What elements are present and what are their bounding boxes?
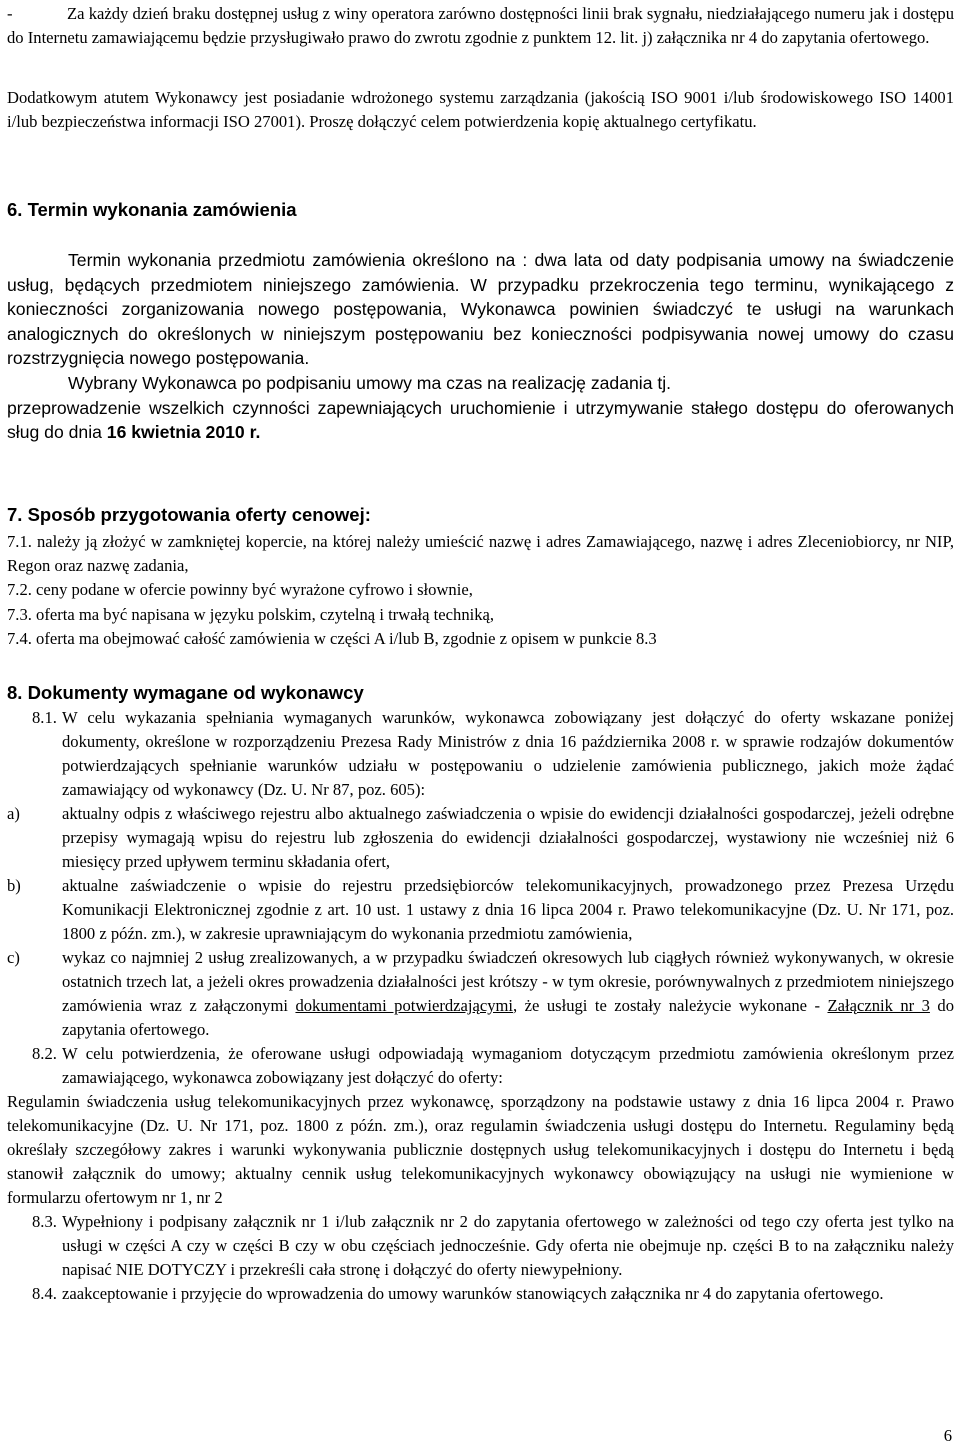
item-b xyxy=(7,874,954,946)
item-c xyxy=(7,946,954,1042)
item-8-1-number: 8.1. xyxy=(32,708,57,727)
item-8-3-number: 8.3. xyxy=(32,1212,57,1231)
item-a xyxy=(7,802,954,874)
item-8-3 xyxy=(7,1210,954,1282)
section-6-heading: 6. Termin wykonania zamówienia xyxy=(7,199,297,220)
item-8-4 xyxy=(7,1282,954,1306)
section-7-item: 7.4. oferta ma obejmować całość zamówienia w części A i/lub B, zgodnie z opisem w punkcie 8.3 xyxy=(7,628,657,648)
section-6-paragraph-2 xyxy=(7,396,954,445)
section-7-item: 7.1. należy ją złożyć w zamkniętej kopercie, na której należy umieścić nazwę i adres Zamawiającego, nazwę i adres Zleceniobiorcy, nr NIP, Regon oraz nazwę zadania, xyxy=(7,532,954,576)
item-8-2-body: Regulamin świadczenia usług telekomunikacyjnych przez wykonawcę, sporządzony na podstawie ustawy z dnia 16 lipca 2004 r. Prawo telekomunikacyjne (Dz. U. Nr 171, poz. 1800 z późn. zm.), oraz regulamin świadczenia usługi dostępu do Internetu. Regulaminy będą określały szczegółowy zakres i warunki wykonywania publicznie dostępnych usług telekomunikacyjnych i dostępu do Internetu i będą stanowił załącznik do umowy; aktualny cennik usług telekomunikacyjnych wykonawcy obowiązujący na usługi nie wymienione w formularzu ofertowym nr 1, nr 2 xyxy=(7,1092,954,1207)
item-a-label: a) xyxy=(7,804,20,823)
item-c-documents-link: dokumentami potwierdzającymi xyxy=(295,996,514,1015)
item-c-label: c) xyxy=(7,948,20,967)
intro-bullet xyxy=(7,2,954,50)
item-a-text: aktualny odpis z właściwego rejestru albo aktualnego zaświadczenia o wpisie do ewidencji działalności gospodarczej, jeżeli odrębne przepisy wymagają wpisu do rejestru lub zgłoszenia do ewidencji działalności gospodarczej, wystawiony nie wcześniej niż 6 miesięcy przed upływem terminu składania ofert, xyxy=(62,804,954,871)
section-6-deadline-text: przeprowadzenie wszelkich czynności zapewniających uruchomienie i utrzymywanie stałego dostępu do oferowanych sług do dnia xyxy=(7,397,954,443)
item-8-3-text: Wypełniony i podpisany załącznik nr 1 i/lub załącznik nr 2 do zapytania ofertowego w zależności od tego czy oferta jest tylko na usługi w części A czy w części B czy w obu częściach jednocześnie. Gdy oferta nie obejmuje np. części B to na załączniku należy napisać NIE DOTYCZY i przekreśli cała stronę i dołączyć do oferty niewypełniony. xyxy=(62,1212,954,1279)
item-8-1-text: W celu wykazania spełniania wymaganych warunków, wykonawca zobowiązany jest dołączyć do oferty wskazane poniżej dokumenty, określone w rozporządzeniu Prezesa Rady Ministrów z dnia 16 października 2008 r. w sprawie rodzajów dokumentów potwierdzających spełnianie warunków udziału w postępowaniu o udzielenie zamówienia publicznego, jakich może żądać zamawiający od wykonawcy (Dz. U. Nr 87, poz. 605): xyxy=(62,708,954,799)
item-c-text-2: , że usługi te zostały należycie wykonane - xyxy=(513,996,828,1015)
section-6-deadline-date: 16 kwietnia 2010 r. xyxy=(106,422,261,443)
section-8-body xyxy=(7,706,954,1306)
section-7-item: 7.2. ceny podane w ofercie powinny być wyrażone cyfrowo i słownie, xyxy=(7,580,473,600)
item-8-2-number: 8.2. xyxy=(32,1044,57,1063)
item-8-2-text: W celu potwierdzenia, że oferowane usługi odpowiadają wymaganiom dotyczącym przedmiotu zamówienia określonym przez zamawiającego, wykonawca zobowiązany jest dołączyć do oferty: xyxy=(62,1044,954,1087)
section-6-paragraph-1: Termin wykonania przedmiotu zamówienia określono na : dwa lata od daty podpisania umowy na świadczenie usług, będących przedmiotem niniejszego zamówienia. W przypadku przekroczenia tego terminu, wynikającego z konieczności zorganizowania nowego postępowania, Wykonawca powinien świadczyć te usługi na warunkach analogicznych do określonych w niniejszym postępowaniu bez konieczności podpisywania nowej umowy do czasu rozstrzygnięcia nowego postępowania. xyxy=(7,250,954,369)
bullet-dash: - xyxy=(7,4,13,23)
section-7-heading: 7. Sposób przygotowania oferty cenowej: xyxy=(7,504,371,525)
section-6-paragraph-2-lead: Wybrany Wykonawca po podpisaniu umowy ma czas na realizację zadania tj. xyxy=(68,372,672,393)
section-8-heading: 8. Dokumenty wymagane od wykonawcy xyxy=(7,682,364,703)
item-8-2 xyxy=(7,1042,954,1090)
item-c-text: wykaz co najmniej 2 usług zrealizowanych, a w przypadku świadczeń okresowych lub ciągłych również wykonywanych, w okresie ostatnich trzech lat, a jeżeli okres prowadzenia działalności jest krótszy - w tym okresie, porównywalnych z przedmiotem niniejszego zamówienia wraz z załączonymi xyxy=(62,948,954,1015)
page-number: 6 xyxy=(943,1426,952,1445)
item-8-4-number: 8.4. xyxy=(32,1284,57,1303)
item-c-attachment-3-link: Załącznik nr 3 xyxy=(827,996,930,1015)
item-b-label: b) xyxy=(7,876,21,895)
item-8-1 xyxy=(7,706,954,802)
bullet-text: Za każdy dzień braku dostępnej usług z winy operatora zarówno dostępności linii brak sygnału, niedziałającego numeru jak i dostępu do Internetu zamawiającemu będzie przysługiwało prawo do zwrotu zgodnie z punktem 12. lit. j) załącznika nr 4 do zapytania ofertowego. xyxy=(7,4,954,48)
section-7-list xyxy=(7,530,954,651)
iso-text: Dodatkowym atutem Wykonawcy jest posiadanie wdrożonego systemu zarządzania (jakością ISO 9001 i/lub środowiskowego ISO 14001 i/lub bezpieczeństwa informacji ISO 27001). Proszę dołączyć celem potwierdzenia kopię aktualnego certyfikatu. xyxy=(7,88,954,132)
section-6-body xyxy=(7,248,954,445)
item-c-text-3: do zapytania ofertowego. xyxy=(62,996,954,1039)
section-7-item: 7.3. oferta ma być napisana w języku polskim, czytelną i trwałą techniką, xyxy=(7,604,495,624)
item-8-4-text: zaakceptowanie i przyjęcie do wprowadzenia do umowy warunków stanowiących załącznika nr 4 do zapytania ofertowego. xyxy=(62,1284,884,1303)
item-b-text: aktualne zaświadczenie o wpisie do rejestru przedsiębiorców telekomunikacyjnych, prowadzonego przez Prezesa Urzędu Komunikacji Elektronicznej zgodnie z art. 10 ust. 1 ustawy z dnia 16 lipca 2004 r. Prawo telekomunikacyjne (Dz. U. Nr 171, poz. 1800 z późn. zm.), w zakresie uprawniającym do wykonania przedmiotu zamówienia, xyxy=(62,876,954,943)
iso-paragraph xyxy=(7,86,954,134)
